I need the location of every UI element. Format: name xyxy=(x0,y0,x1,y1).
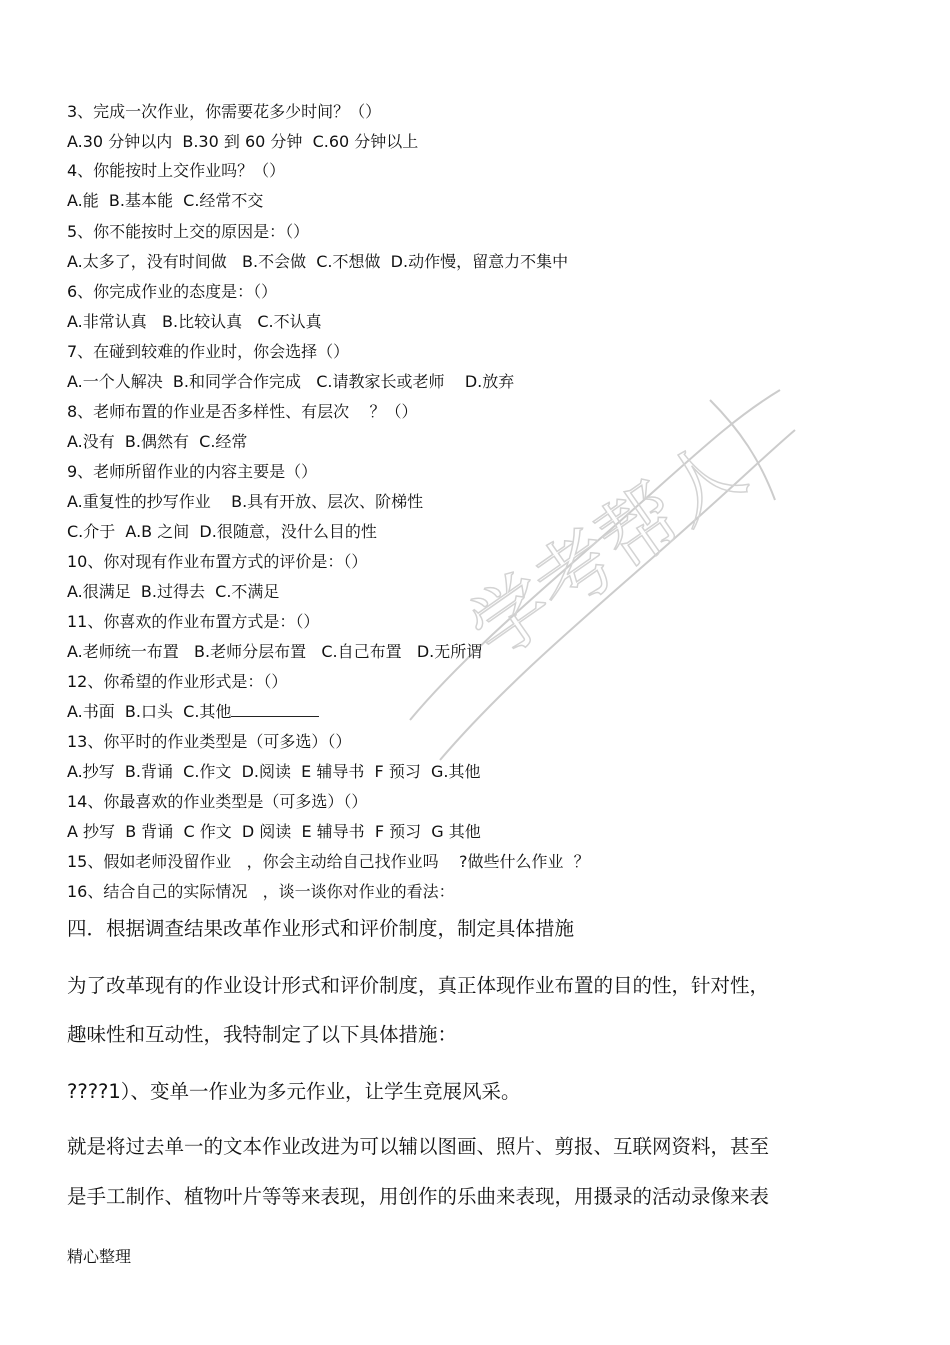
question-9: 9、老师所留作业的内容主要是（） xyxy=(67,462,318,481)
question-13: 13、你平时的作业类型是（可多选）（） xyxy=(67,732,352,751)
paragraph-2-line-1: 就是将过去单一的文本作业改进为可以辅以图画、照片、剪报、互联网资料，甚至 xyxy=(67,1135,770,1158)
question-5: 5、你不能按时上交的原因是：（） xyxy=(67,222,310,241)
fill-in-blank xyxy=(231,702,319,717)
question-7-options: A.一个人解决 B.和同学合作完成 C.请教家长或老师 D.放弃 xyxy=(67,372,515,391)
question-16: 16、结合自己的实际情况 ，谈一谈你对作业的看法： xyxy=(67,882,455,901)
question-8-options: A.没有 B.偶然有 C.经常 xyxy=(67,432,248,451)
question-10: 10、你对现有作业布置方式的评价是：（） xyxy=(67,552,368,571)
watermark-seal xyxy=(380,360,800,780)
paragraph-1-line-1: 为了改革现有的作业设计形式和评价制度，真正体现作业布置的目的性，针对性， xyxy=(67,974,770,997)
question-6: 6、你完成作业的态度是：（） xyxy=(67,282,278,301)
paragraph-1-line-2: 趣味性和互动性，我特制定了以下具体措施： xyxy=(67,1023,458,1046)
question-7: 7、在碰到较难的作业时，你会选择（） xyxy=(67,342,350,361)
question-3: 3、完成一次作业，你需要花多少时间？（） xyxy=(67,102,382,121)
section-heading: 四．根据调查结果改革作业形式和评价制度，制定具体措施 xyxy=(67,917,575,940)
question-13-options: A.抄写 B.背诵 C.作文 D.阅读 E 辅导书 F 预习 G.其他 xyxy=(67,762,481,781)
question-11: 11、你喜欢的作业布置方式是：（） xyxy=(67,612,320,631)
question-12: 12、你希望的作业形式是：（） xyxy=(67,672,288,691)
question-14: 14、你最喜欢的作业类型是（可多选）（） xyxy=(67,792,368,811)
measure-item-1: ????1）、变单一作业为多元作业，让学生竞展风采。 xyxy=(67,1080,521,1103)
question-3-options: A.30 分钟以内 B.30 到 60 分钟 C.60 分钟以上 xyxy=(67,132,419,151)
question-12-options-row xyxy=(67,702,319,722)
question-14-options: A 抄写 B 背诵 C 作文 D 阅读 E 辅导书 F 预习 G 其他 xyxy=(67,822,481,841)
paragraph-2-line-2: 是手工制作、植物叶片等等来表现，用创作的乐曲来表现，用摄录的活动录像来表 xyxy=(67,1185,770,1208)
question-8: 8、老师布置的作业是否多样性、有层次 ？（） xyxy=(67,402,418,421)
watermark-arc-outer xyxy=(410,390,780,720)
question-15: 15、假如老师没留作业 ，你会主动给自己找作业吗 ?做些什么作业 ？ xyxy=(67,852,590,871)
question-5-options: A.太多了，没有时间做 B.不会做 C.不想做 D.动作慢，留意力不集中 xyxy=(67,252,569,271)
watermark-arc-inner xyxy=(440,430,795,760)
question-12-options: A.书面 B.口头 C.其他 xyxy=(67,702,232,721)
question-6-options: A.非常认真 B.比较认真 C.不认真 xyxy=(67,312,322,331)
footer-note: 精心整理 xyxy=(67,1247,132,1266)
watermark-arc-cap xyxy=(710,400,775,500)
question-4-options: A.能 B.基本能 C.经常不交 xyxy=(67,191,264,210)
question-4: 4、你能按时上交作业吗？（） xyxy=(67,161,286,180)
question-9-options-2: C.介于 A.B 之间 D.很随意，没什么目的性 xyxy=(67,522,377,541)
question-9-options-1: A.重复性的抄写作业 B.具有开放、层次、阶梯性 xyxy=(67,492,424,511)
watermark-text: 学考帮人 xyxy=(454,423,762,677)
question-11-options: A.老师统一布置 B.老师分层布置 C.自己布置 D.无所谓 xyxy=(67,642,483,661)
question-10-options: A.很满足 B.过得去 C.不满足 xyxy=(67,582,280,601)
